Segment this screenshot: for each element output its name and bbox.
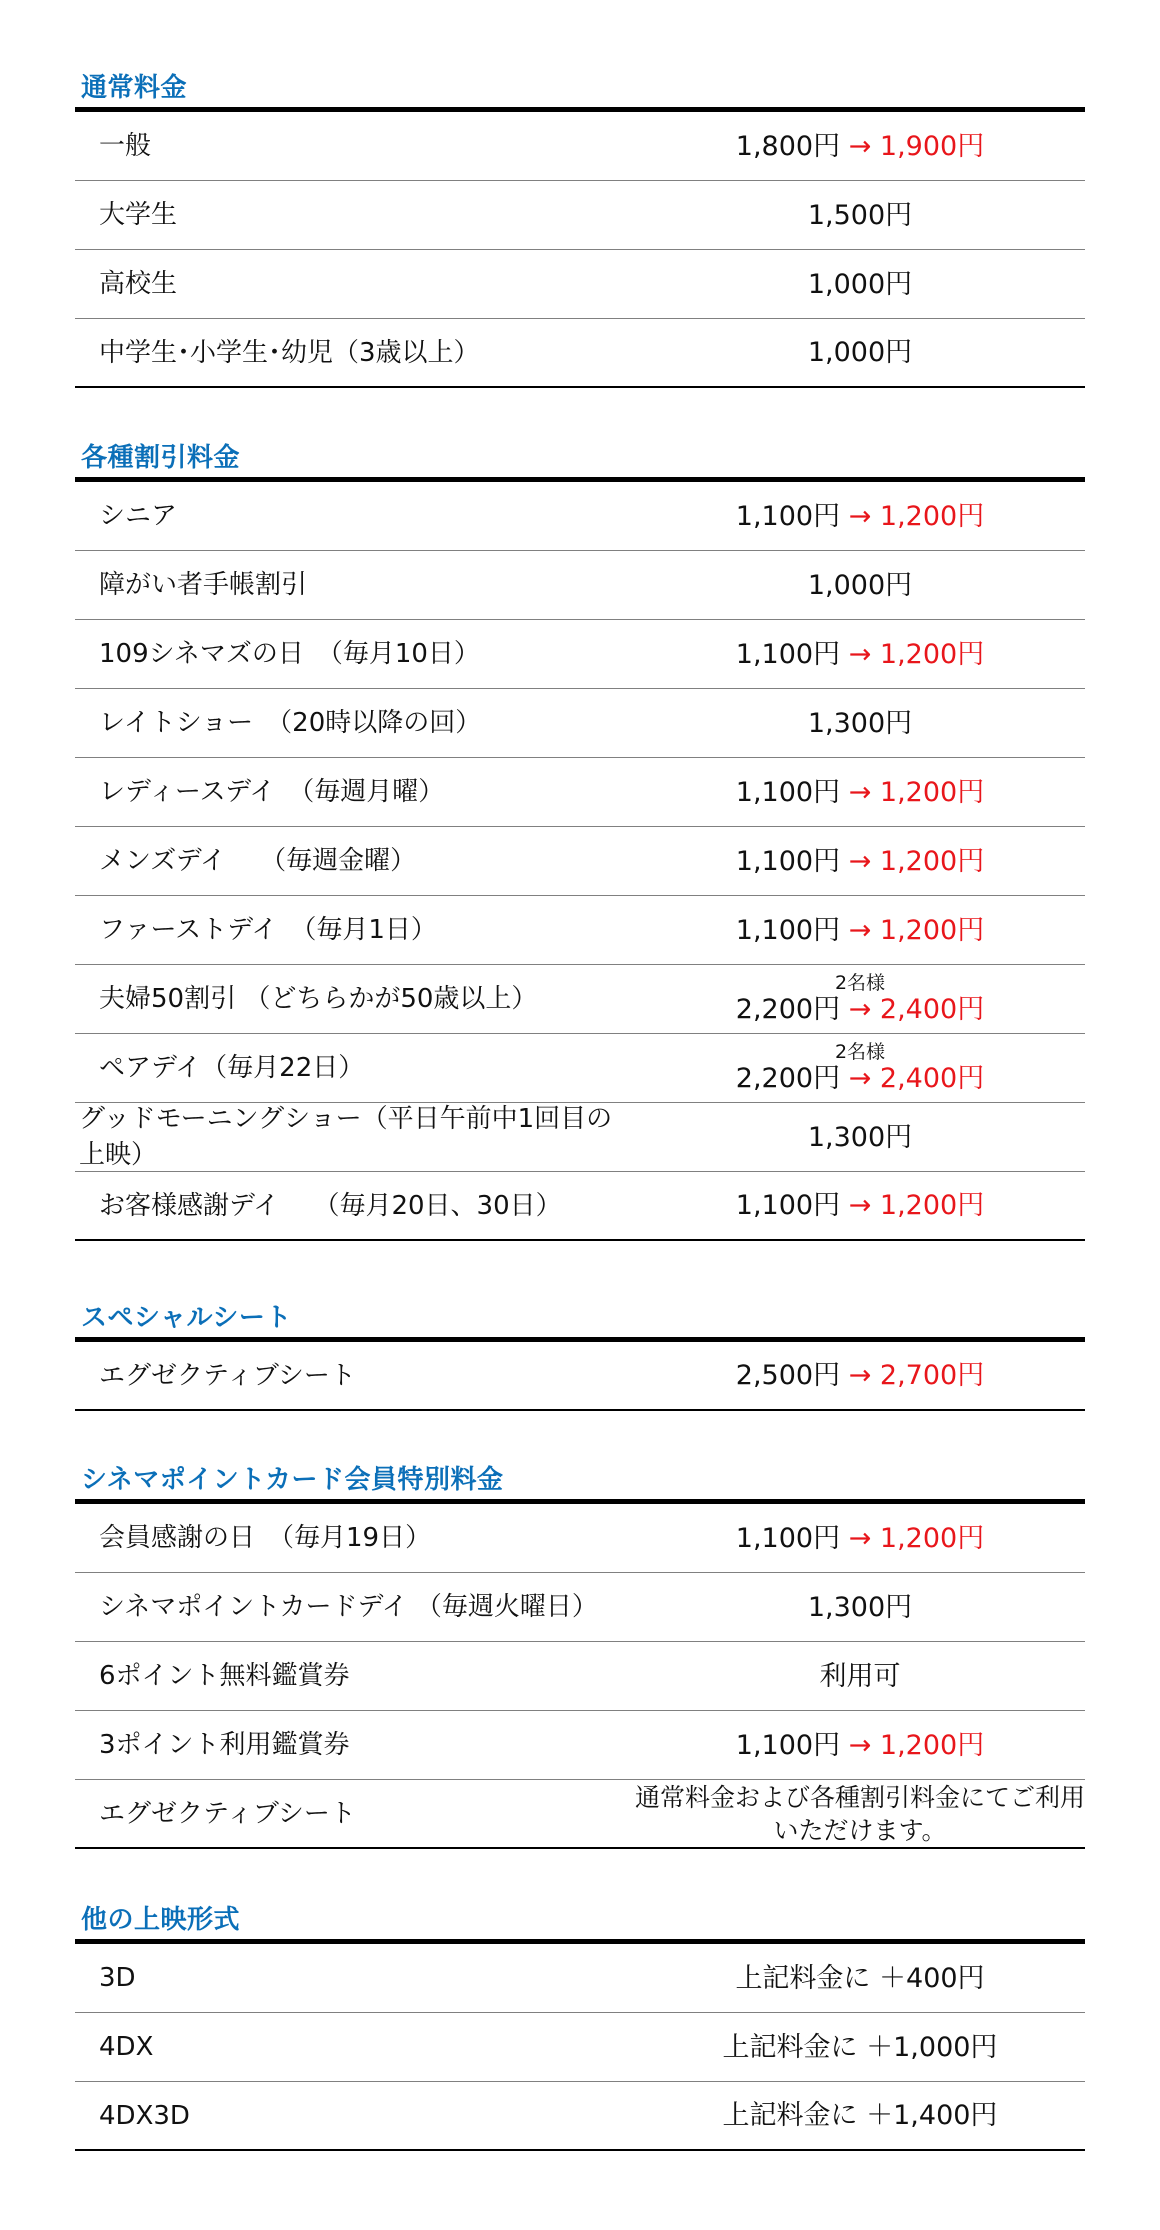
- price-row: [75, 758, 1085, 827]
- row-price: [635, 1189, 1085, 1222]
- row-price: 通常料金および各種割引料金にてご利用いただけます。: [635, 1782, 1086, 1845]
- section-title: 通常料金: [75, 70, 1085, 112]
- row-price: [635, 1729, 1085, 1762]
- price-row: [75, 112, 1085, 181]
- price-row: [75, 827, 1085, 896]
- new-price: 1,200円: [879, 776, 985, 808]
- new-price: 2,700円: [879, 1360, 985, 1391]
- arrow-icon: →: [848, 776, 872, 808]
- row-label: エグゼクティブシート: [99, 1798, 356, 1829]
- price-row: [75, 1103, 1085, 1172]
- row-label: 3D: [99, 1963, 136, 1993]
- row-price: [635, 914, 1085, 947]
- price-row: [75, 896, 1085, 965]
- section-title: シネマポイントカード会員特別料金: [75, 1462, 1085, 1504]
- price-row: [75, 1034, 1085, 1103]
- row-label: お客様感謝デイ （毎月20日、30日）: [99, 1190, 562, 1221]
- price-row: [75, 2013, 1085, 2082]
- row-price: [635, 500, 1085, 533]
- row-label: グッドモーニングショー（平日午前中1回目の上映）: [79, 1104, 613, 1170]
- old-price: 1,100円: [735, 638, 841, 670]
- row-label: ペアデイ（毎月22日）: [99, 1053, 365, 1083]
- old-price: 1,100円: [735, 1729, 841, 1761]
- row-label: ファーストデイ （毎月1日）: [99, 915, 437, 945]
- section-title: 各種割引料金: [75, 440, 1085, 482]
- new-price: 2,400円: [879, 1063, 985, 1094]
- old-price: 2,200円: [735, 1063, 841, 1094]
- price-row: [75, 2082, 1085, 2151]
- section-title: スペシャルシート: [75, 1300, 1085, 1342]
- row-price: [635, 973, 1085, 1025]
- price-row: [75, 1780, 1085, 1849]
- price-row: [75, 250, 1085, 319]
- new-price: 1,900円: [879, 130, 985, 162]
- old-price: 2,500円: [735, 1360, 841, 1391]
- old-price: 1,100円: [735, 776, 841, 808]
- price-row: [75, 1342, 1085, 1411]
- arrow-icon: →: [848, 914, 872, 946]
- arrow-icon: →: [848, 1063, 872, 1094]
- arrow-icon: →: [848, 1190, 872, 1221]
- section-other-formats: [75, 1902, 1085, 2151]
- price-row: [75, 551, 1085, 620]
- new-price: 1,200円: [879, 914, 985, 946]
- row-price: [635, 1359, 1085, 1392]
- arrow-icon: →: [848, 845, 872, 877]
- price-note: 2名様: [834, 972, 886, 994]
- price-row: [75, 181, 1085, 250]
- row-price: 上記料金に ＋1,400円: [722, 2100, 998, 2131]
- arrow-icon: →: [848, 500, 872, 532]
- row-label: 大学生: [99, 200, 178, 230]
- row-price: 1,000円: [807, 268, 913, 300]
- row-price: 利用可: [819, 1660, 901, 1692]
- section-regular-fees: [75, 70, 1085, 388]
- price-row: [75, 1504, 1085, 1573]
- price-row: [75, 482, 1085, 551]
- arrow-icon: →: [848, 1522, 872, 1554]
- row-price: 1,000円: [807, 569, 913, 601]
- row-price: [635, 638, 1085, 671]
- price-row: [75, 1711, 1085, 1780]
- row-price: [635, 845, 1085, 878]
- row-label: シニア: [99, 501, 178, 531]
- old-price: 1,100円: [735, 500, 841, 532]
- row-label: シネマポイントカードデイ （毎週火曜日）: [99, 1592, 598, 1622]
- old-price: 1,800円: [735, 130, 841, 162]
- old-price: 1,100円: [735, 1190, 841, 1221]
- old-price: 2,200円: [735, 994, 841, 1025]
- row-label: レディースデイ （毎週月曜）: [99, 777, 445, 807]
- row-price: 1,300円: [807, 707, 913, 739]
- price-row: [75, 620, 1085, 689]
- arrow-icon: →: [848, 1729, 872, 1761]
- row-label: エグゼクティブシート: [99, 1360, 356, 1391]
- row-price: 1,000円: [807, 337, 913, 368]
- arrow-icon: →: [848, 638, 872, 670]
- row-price: 1,300円: [807, 1121, 913, 1153]
- new-price: 1,200円: [879, 845, 985, 877]
- row-label: 会員感謝の日 （毎月19日）: [99, 1523, 432, 1553]
- new-price: 1,200円: [879, 638, 985, 670]
- row-price: [635, 1042, 1085, 1094]
- old-price: 1,100円: [735, 914, 841, 946]
- price-note: 2名様: [834, 1041, 886, 1063]
- price-row: [75, 1642, 1085, 1711]
- new-price: 1,200円: [879, 500, 985, 532]
- old-price: 1,100円: [735, 845, 841, 877]
- arrow-icon: →: [848, 1360, 872, 1391]
- price-row: [75, 1172, 1085, 1241]
- section-title: 他の上映形式: [75, 1902, 1085, 1944]
- row-label: 一般: [99, 131, 152, 161]
- section-special-seat: [75, 1300, 1085, 1411]
- new-price: 1,200円: [879, 1190, 985, 1221]
- price-row: [75, 1944, 1085, 2013]
- new-price: 2,400円: [879, 994, 985, 1025]
- price-row: [75, 1573, 1085, 1642]
- row-label: レイトショー （20時以降の回）: [99, 708, 482, 738]
- section-discount-fees: [75, 440, 1085, 1241]
- old-price: 1,100円: [735, 1522, 841, 1554]
- row-price: [635, 1522, 1085, 1555]
- row-label: メンズデイ （毎週金曜）: [99, 846, 417, 876]
- row-label: 3ポイント利用鑑賞券: [99, 1730, 350, 1760]
- row-label: 中学生･小学生･幼児（3歳以上）: [99, 337, 480, 368]
- row-price: 1,300円: [807, 1591, 913, 1623]
- row-price: [635, 130, 1085, 163]
- arrow-icon: →: [848, 994, 872, 1025]
- new-price: 1,200円: [879, 1729, 985, 1761]
- price-row: [75, 319, 1085, 388]
- row-price: [635, 776, 1085, 809]
- section-point-card-fees: [75, 1462, 1085, 1849]
- row-price: 1,500円: [807, 199, 913, 231]
- row-label: 4DX3D: [99, 2100, 190, 2131]
- arrow-icon: →: [848, 130, 872, 162]
- row-label: 夫婦50割引 （どちらかが50歳以上）: [99, 984, 538, 1014]
- row-price: 上記料金に ＋400円: [735, 1962, 985, 1994]
- row-label: 109シネマズの日 （毎月10日）: [99, 639, 480, 669]
- row-label: 6ポイント無料鑑賞券: [99, 1661, 350, 1691]
- price-row: [75, 689, 1085, 758]
- price-row: [75, 965, 1085, 1034]
- row-label: 4DX: [99, 2032, 154, 2062]
- new-price: 1,200円: [879, 1522, 985, 1554]
- row-label: 障がい者手帳割引: [99, 570, 308, 600]
- row-label: 高校生: [99, 269, 178, 299]
- row-price: 上記料金に ＋1,000円: [722, 2031, 998, 2063]
